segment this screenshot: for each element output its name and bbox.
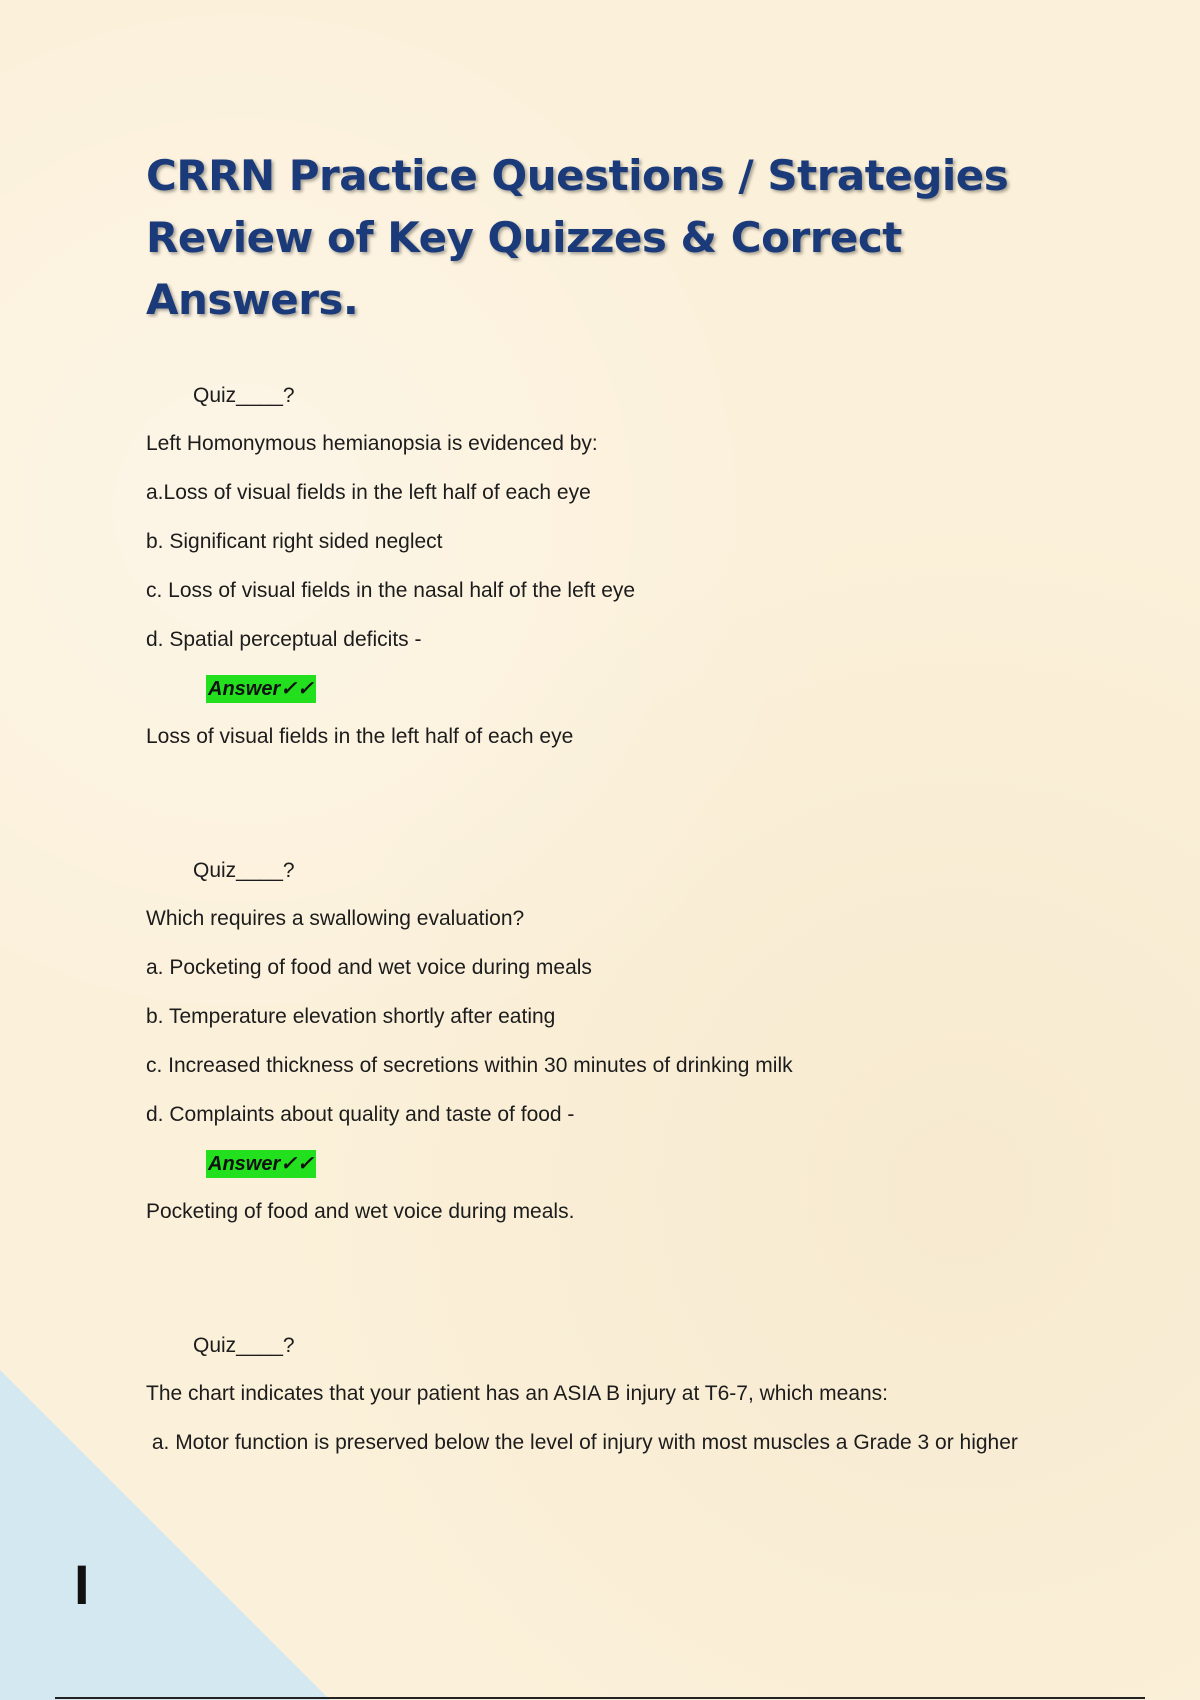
option-d: d. Spatial perceptual deficits -	[146, 628, 422, 651]
option-c: c. Loss of visual fields in the nasal half of the left eye	[146, 579, 636, 602]
option-b: b. Significant right sided neglect	[146, 530, 443, 553]
option-c: c. Increased thickness of secretions within 30 minutes of drinking milk	[146, 1054, 793, 1077]
option-b: b. Temperature elevation shortly after eating	[146, 1005, 556, 1028]
option-a: a. Motor function is preserved below the level of injury with most muscles a Grade 3 or higher	[146, 1431, 1018, 1454]
quiz-label: Quiz____?	[193, 1334, 295, 1357]
title-line: CRRN Practice Questions / Strategies	[146, 151, 1009, 200]
answer-text: Pocketing of food and wet voice during meals.	[146, 1200, 575, 1223]
question-text: Left Homonymous hemianopsia is evidenced by:	[146, 432, 598, 455]
document-title	[146, 145, 1046, 331]
quiz-label: Quiz____?	[193, 859, 295, 882]
title-line: Answers.	[146, 275, 359, 324]
option-a: a.Loss of visual fields in the left half of each eye	[146, 481, 591, 504]
question-text: Which requires a swallowing evaluation?	[146, 907, 525, 930]
answer-badge: Answer✓✓	[206, 675, 316, 703]
quiz-block	[146, 856, 1046, 1227]
page-number: I	[74, 1553, 90, 1616]
title-line: Review of Key Quizzes & Correct	[146, 213, 902, 262]
quiz-block	[146, 1331, 1046, 1458]
answer-badge: Answer✓✓	[206, 1150, 316, 1178]
bottom-rule	[55, 1697, 1145, 1699]
answer-text: Loss of visual fields in the left half of each eye	[146, 725, 574, 748]
quiz-block	[146, 381, 1046, 752]
option-d: d. Complaints about quality and taste of food -	[146, 1103, 575, 1126]
quiz-label: Quiz____?	[193, 384, 295, 407]
document-body	[146, 145, 1046, 1458]
option-a: a. Pocketing of food and wet voice during meals	[146, 956, 592, 979]
question-text: The chart indicates that your patient has an ASIA B injury at T6-7, which means:	[146, 1382, 889, 1405]
